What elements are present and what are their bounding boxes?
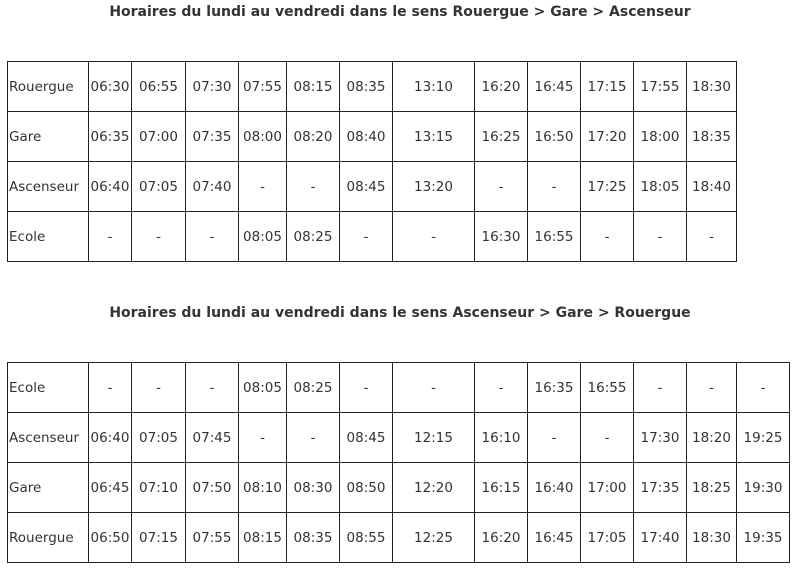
departure-time-cell: 16:45 [528, 62, 581, 112]
departure-time-cell: 07:05 [132, 413, 186, 463]
departure-time-cell: - [581, 413, 634, 463]
timetable-body [8, 363, 790, 563]
departure-time-cell: 08:55 [340, 513, 393, 563]
departure-time-cell: - [528, 162, 581, 212]
departure-time-cell: 19:35 [737, 513, 790, 563]
departure-time-cell: - [687, 363, 737, 413]
departure-time-cell: - [634, 212, 687, 262]
stop-name-cell: Ecole [8, 363, 89, 413]
departure-time-cell: 18:35 [687, 112, 737, 162]
departure-time-cell: 13:10 [393, 62, 475, 112]
departure-time-cell: - [239, 413, 287, 463]
departure-time-cell: - [186, 212, 239, 262]
departure-time-cell: - [287, 413, 340, 463]
departure-time-cell: 08:40 [340, 112, 393, 162]
departure-time-cell: 16:10 [475, 413, 528, 463]
departure-time-cell: 16:20 [475, 513, 528, 563]
departure-time-cell: 07:50 [186, 463, 239, 513]
departure-time-cell: - [239, 162, 287, 212]
departure-time-cell: 17:15 [581, 62, 634, 112]
departure-time-cell: 17:30 [634, 413, 687, 463]
departure-time-cell: - [340, 212, 393, 262]
departure-time-cell: - [132, 212, 186, 262]
departure-time-cell: 08:10 [239, 463, 287, 513]
departure-time-cell: 08:30 [287, 463, 340, 513]
timetable-title-ascenseur-to-rouergue: Horaires du lundi au vendredi dans le sens Ascenseur > Gare > Rouergue [109, 305, 691, 321]
departure-time-cell: 08:35 [287, 513, 340, 563]
departure-time-cell: 16:50 [528, 112, 581, 162]
departure-time-cell: 17:05 [581, 513, 634, 563]
departure-time-cell: 16:55 [528, 212, 581, 262]
table-row [8, 463, 790, 513]
departure-time-cell: - [89, 212, 132, 262]
departure-time-cell: 19:30 [737, 463, 790, 513]
stop-name-cell: Rouergue [8, 513, 89, 563]
stop-name-cell: Rouergue [8, 62, 89, 112]
departure-time-cell: 17:40 [634, 513, 687, 563]
departure-time-cell: - [634, 363, 687, 413]
departure-time-cell: 07:30 [186, 62, 239, 112]
departure-time-cell: 07:35 [186, 112, 239, 162]
departure-time-cell: 16:30 [475, 212, 528, 262]
departure-time-cell: 13:15 [393, 112, 475, 162]
departure-time-cell: 06:55 [132, 62, 186, 112]
stop-name-cell: Gare [8, 463, 89, 513]
departure-time-cell: 08:45 [340, 413, 393, 463]
stop-name-cell: Ecole [8, 212, 89, 262]
departure-time-cell: 19:25 [737, 413, 790, 463]
departure-time-cell: 18:00 [634, 112, 687, 162]
departure-time-cell: 16:45 [528, 513, 581, 563]
departure-time-cell: - [581, 212, 634, 262]
departure-time-cell: 12:15 [393, 413, 475, 463]
departure-time-cell: 08:45 [340, 162, 393, 212]
departure-time-cell: 07:40 [186, 162, 239, 212]
departure-time-cell: 07:55 [239, 62, 287, 112]
departure-time-cell: 08:15 [287, 62, 340, 112]
departure-time-cell: 08:35 [340, 62, 393, 112]
timetable-title-rouergue-to-ascenseur: Horaires du lundi au vendredi dans le sens Rouergue > Gare > Ascenseur [109, 4, 691, 20]
departure-time-cell: 17:55 [634, 62, 687, 112]
departure-time-cell: 16:40 [528, 463, 581, 513]
departure-time-cell: 06:50 [89, 513, 132, 563]
departure-time-cell: - [687, 212, 737, 262]
departure-time-cell: 12:25 [393, 513, 475, 563]
departure-time-cell: 17:20 [581, 112, 634, 162]
table-row [8, 112, 737, 162]
departure-time-cell: 18:05 [634, 162, 687, 212]
departure-time-cell: 17:35 [634, 463, 687, 513]
departure-time-cell: 06:30 [89, 62, 132, 112]
departure-time-cell: - [393, 363, 475, 413]
departure-time-cell: 17:25 [581, 162, 634, 212]
table-row [8, 212, 737, 262]
departure-time-cell: 18:40 [687, 162, 737, 212]
table-row [8, 513, 790, 563]
departure-time-cell: - [475, 162, 528, 212]
departure-time-cell: - [132, 363, 186, 413]
table-row [8, 162, 737, 212]
departure-time-cell: - [287, 162, 340, 212]
stop-name-cell: Ascenseur [8, 162, 89, 212]
table-row [8, 413, 790, 463]
departure-time-cell: 08:25 [287, 212, 340, 262]
departure-time-cell: 12:20 [393, 463, 475, 513]
departure-time-cell: 08:15 [239, 513, 287, 563]
departure-time-cell: 07:15 [132, 513, 186, 563]
departure-time-cell: 13:20 [393, 162, 475, 212]
departure-time-cell: 18:25 [687, 463, 737, 513]
timetable-body [8, 62, 737, 262]
table-row [8, 363, 790, 413]
departure-time-cell: 07:45 [186, 413, 239, 463]
departure-time-cell: 16:35 [528, 363, 581, 413]
departure-time-cell: 08:05 [239, 363, 287, 413]
departure-time-cell: 08:05 [239, 212, 287, 262]
departure-time-cell: 07:05 [132, 162, 186, 212]
departure-time-cell: 07:00 [132, 112, 186, 162]
stop-name-cell: Gare [8, 112, 89, 162]
departure-time-cell: - [393, 212, 475, 262]
table-row [8, 62, 737, 112]
departure-time-cell: 08:20 [287, 112, 340, 162]
departure-time-cell: 16:25 [475, 112, 528, 162]
departure-time-cell: - [475, 363, 528, 413]
departure-time-cell: 16:15 [475, 463, 528, 513]
departure-time-cell: 07:55 [186, 513, 239, 563]
departure-time-cell: 08:25 [287, 363, 340, 413]
departure-time-cell: 16:20 [475, 62, 528, 112]
departure-time-cell: 08:00 [239, 112, 287, 162]
departure-time-cell: 06:45 [89, 463, 132, 513]
departure-time-cell: - [186, 363, 239, 413]
departure-time-cell: 18:20 [687, 413, 737, 463]
timetable-ascenseur-to-rouergue [7, 362, 790, 563]
stop-name-cell: Ascenseur [8, 413, 89, 463]
departure-time-cell: 17:00 [581, 463, 634, 513]
departure-time-cell: 06:40 [89, 162, 132, 212]
departure-time-cell: - [528, 413, 581, 463]
departure-time-cell: 08:50 [340, 463, 393, 513]
departure-time-cell: 06:40 [89, 413, 132, 463]
departure-time-cell: 16:55 [581, 363, 634, 413]
departure-time-cell: - [737, 363, 790, 413]
departure-time-cell: 18:30 [687, 62, 737, 112]
departure-time-cell: - [340, 363, 393, 413]
departure-time-cell: 06:35 [89, 112, 132, 162]
departure-time-cell: 07:10 [132, 463, 186, 513]
departure-time-cell: 18:30 [687, 513, 737, 563]
departure-time-cell: - [89, 363, 132, 413]
timetable-rouergue-to-ascenseur [7, 61, 737, 262]
